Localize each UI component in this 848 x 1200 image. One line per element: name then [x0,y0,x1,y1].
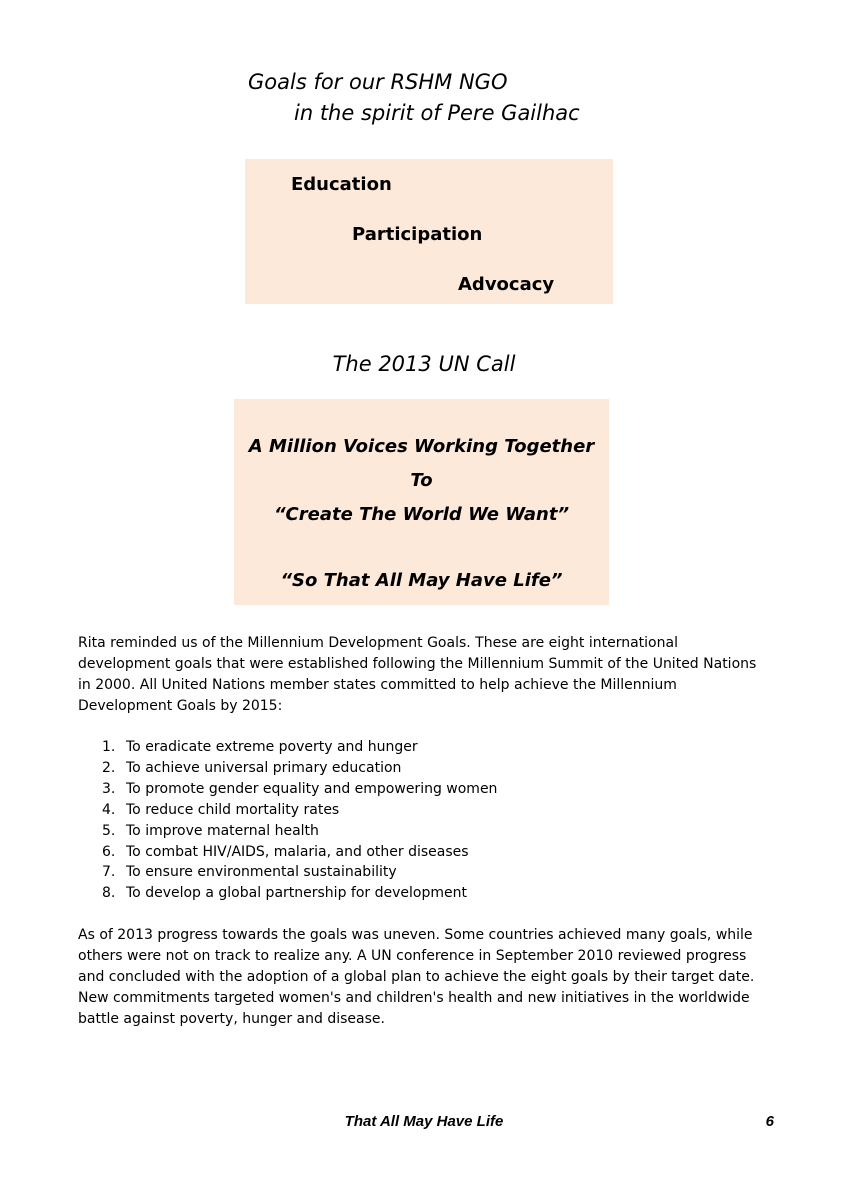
list-item-text: To develop a global partnership for development [126,885,467,902]
list-item [78,800,497,821]
goal-word-participation: Participation [352,224,483,245]
page-title-line1: Goals for our RSHM NGO [248,70,508,94]
list-item [78,821,497,842]
list-item-text: To combat HIV/AIDS, malaria, and other diseases [126,843,469,860]
list-item-text: To improve maternal health [126,822,319,839]
un-call-line3: “Create The World We Want” [273,504,570,525]
list-item-number: 7. [102,864,116,881]
un-call-heading: The 2013 UN Call [332,352,516,376]
footer-title: That All May Have Life [344,1113,504,1130]
list-item [78,842,497,863]
list-item [78,737,497,758]
list-item-number: 5. [102,822,116,839]
mdg-goals-list [78,737,497,904]
list-item [78,883,497,904]
un-call-line2: To [410,470,433,491]
list-item [78,779,497,800]
list-item-number: 8. [102,885,116,902]
un-call-line4: “So That All May Have Life” [280,570,563,591]
list-item-number: 4. [102,801,116,818]
list-item [78,758,497,779]
list-item-text: To reduce child mortality rates [126,801,340,818]
list-item-number: 3. [102,780,116,797]
list-item-number: 6. [102,843,116,860]
goal-word-advocacy: Advocacy [458,274,555,295]
goals-box [245,159,613,304]
page-title-line2: in the spirit of Pere Gailhac [294,101,580,125]
page-number: 6 [765,1113,774,1130]
progress-paragraph: As of 2013 progress towards the goals was uneven. Some countries achieved many goals, while others were not on track to realize any. A UN conference in September 2010 reviewed progress and concluded with the adoption of a global plan to achieve the eight goals by their target date. New commitments targeted women's and children's health and new initiatives in the worldwide battle against poverty, hunger and disease. [78,927,755,1027]
goal-word-education: Education [291,174,392,195]
un-call-line1: A Million Voices Working Together [248,436,595,457]
list-item-text: To ensure environmental sustainability [126,864,397,881]
list-item-number: 1. [102,739,116,755]
list-item-text: To promote gender equality and empowering women [126,780,498,797]
intro-paragraph: Rita reminded us of the Millennium Development Goals. These are eight international development goals that were established following the Millennium Summit of the United Nations in 2000. All United Nations member states committed to help achieve the Millennium Development Goals by 2015: [78,635,757,714]
list-item-text: To eradicate extreme poverty and hunger [126,739,418,755]
un-call-box [234,399,609,605]
list-item-number: 2. [102,759,116,776]
list-item-text: To achieve universal primary education [126,759,402,776]
list-item [78,862,497,883]
